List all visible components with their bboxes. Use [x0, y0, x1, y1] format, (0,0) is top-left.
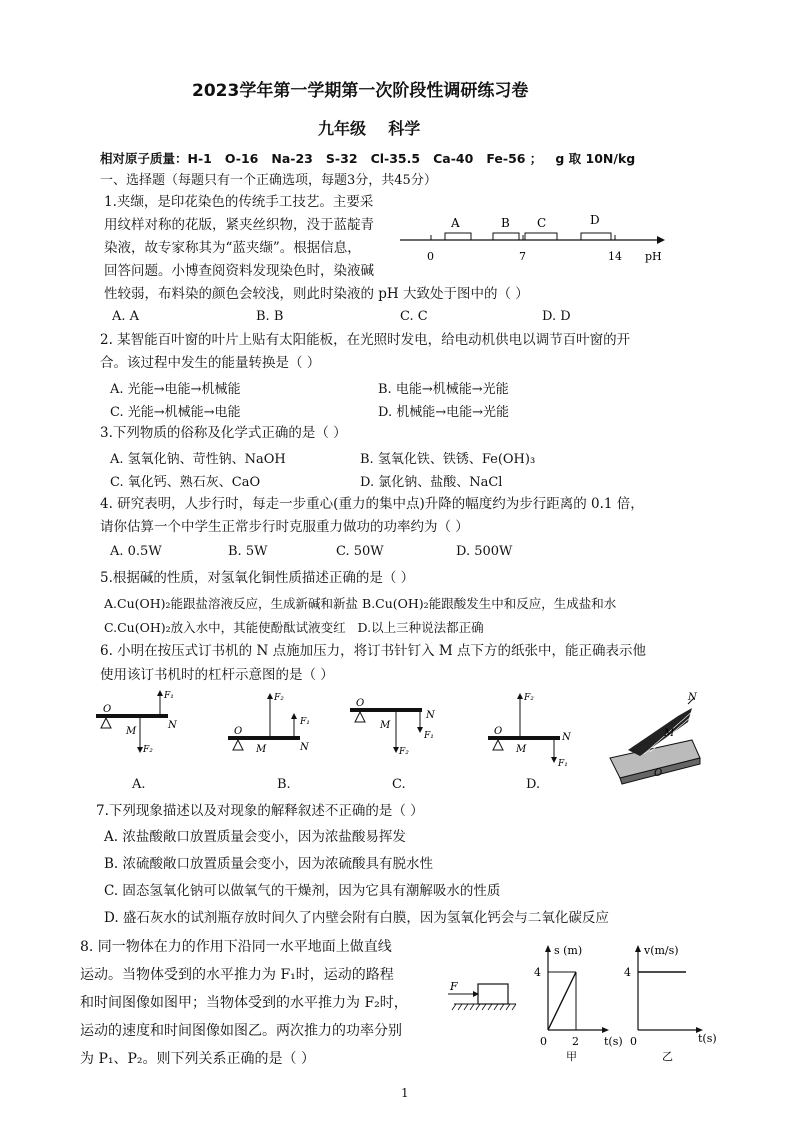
svg-text:N: N [688, 692, 697, 703]
q4-option-b: B. 5W [228, 544, 268, 559]
q2-option-b: B. 电能→机械能→光能 [378, 382, 509, 397]
q4-option-a: A. 0.5W [110, 544, 162, 559]
lever-diagram-d [488, 693, 572, 769]
q1-line-3: 染液，故专家称其为“蓝夹缬”。根据信息， [104, 240, 361, 256]
q3-line: 3.下列物质的俗称及化学式正确的是（ ） [100, 425, 347, 441]
q6-label-c: C. [392, 777, 406, 792]
svg-text:O: O [356, 698, 365, 709]
q7-option-d: D. 盛石灰水的试剂瓶存放时间久了内壁会附有白膜，因为氢氧化钙会与二氧化碳反应 [104, 910, 609, 926]
svg-text:N: N [300, 742, 309, 753]
q3-option-b: B. 氢氧化铁、铁锈、Fe(OH)₃ [360, 452, 536, 467]
svg-text:F₂: F₂ [399, 747, 409, 757]
q1-line-1: 1.夹缬，是印花染色的传统手工技艺。主要采 [104, 194, 374, 210]
q6-label-b: B. [277, 777, 291, 792]
svg-text:O: O [103, 704, 112, 715]
q8-line-3: 和时间图像如图甲；当物体受到的水平推力为 F₂时， [80, 995, 408, 1011]
svg-text:M: M [126, 726, 137, 737]
svg-text:甲: 甲 [566, 1050, 577, 1063]
q1-line-5: 性较弱，布料染的颜色会较浅，则此时染液的 pH 大致处于图中的（ ） [104, 286, 529, 302]
svg-text:0: 0 [630, 1035, 637, 1048]
q8-line-1: 8. 同一物体在力的作用下沿同一水平地面上做直线 [80, 939, 392, 955]
lever-diagram-a [96, 690, 178, 755]
svg-text:M: M [516, 744, 527, 755]
q5-options-ab: A.Cu(OH)₂能跟盐溶液反应，生成新碱和新盐 B.Cu(OH)₂能跟酸发生中和反应，生成盐和水 [104, 596, 617, 611]
ph-label-b: B [501, 216, 510, 230]
q7-line: 7.下列现象描述以及对现象的解释叙述不正确的是（ ） [96, 803, 424, 819]
svg-text:M: M [664, 728, 675, 739]
q3-option-a: A. 氢氧化钠、苛性钠、NaOH [110, 452, 286, 467]
q1-line-2: 用纹样对称的花版，紧夹丝织物，没于蓝靛青 [104, 217, 374, 233]
ph-tick-0: 0 [427, 250, 434, 263]
stapler-illustration [610, 692, 700, 784]
svg-text:t(s): t(s) [698, 1032, 717, 1045]
svg-text:0: 0 [540, 1035, 547, 1048]
atomic-masses: 相对原子质量：H-1 O-16 Na-23 S-32 Cl-35.5 Ca-40 Fe-56 ； g 取 10N/kg [100, 151, 636, 166]
svg-text:N: N [562, 732, 571, 743]
svg-text:4: 4 [624, 966, 631, 979]
q7-option-a: A. 浓盐酸敞口放置质量会变小，因为浓盐酸易挥发 [104, 829, 406, 845]
q2-option-c: C. 光能→机械能→电能 [110, 405, 241, 420]
q7-option-b: B. 浓硫酸敞口放置质量会变小，因为浓硫酸具有脱水性 [104, 856, 434, 872]
q4-option-d: D. 500W [456, 544, 513, 559]
lever-diagram-c [350, 698, 436, 757]
ph-axis-diagram [395, 205, 675, 267]
svg-text:s (m): s (m) [554, 944, 583, 957]
q2-line-1: 2. 某智能百叶窗的叶片上贴有太阳能板，在光照时发电，给电动机供电以调节百叶窗的开 [100, 332, 631, 348]
svg-text:F₂: F₂ [143, 745, 153, 755]
svg-text:F₁: F₁ [424, 731, 434, 741]
q5-options-cd: C.Cu(OH)₂放入水中，其能使酚酞试液变红 D.以上三种说法都正确 [104, 620, 484, 635]
q3-option-d: D. 氯化钠、盐酸、NaCl [360, 475, 503, 490]
q6-label-d: D. [526, 777, 541, 792]
section-heading: 一、选择题（每题只有一个正确选项，每题3分，共45分） [100, 173, 437, 188]
svg-text:O: O [234, 726, 243, 737]
svg-text:F₁: F₁ [164, 691, 174, 701]
svg-text:O: O [494, 726, 503, 737]
page-number: 1 [401, 1086, 409, 1100]
q6-line-2: 使用该订书机时的杠杆示意图的是（ ） [100, 667, 334, 683]
ph-tick-14: 14 [608, 250, 622, 263]
svg-text:M: M [256, 744, 267, 755]
q4-line-1: 4. 研究表明，人步行时，每走一步重心(重力的集中点)升降的幅度约为步行距离的 0.1 倍， [100, 496, 644, 512]
q1-option-b: B. B [256, 309, 284, 324]
svg-text:t(s): t(s) [604, 1035, 623, 1048]
svg-text:F₂: F₂ [524, 693, 534, 703]
page-title: 2023学年第一学期第一次阶段性调研练习卷 [192, 81, 529, 101]
svg-text:乙: 乙 [662, 1050, 673, 1063]
q2-option-a: A. 光能→电能→机械能 [110, 382, 241, 397]
q8-line-5: 为 P₁、P₂。则下列关系正确的是（ ） [80, 1051, 315, 1067]
q4-option-c: C. 50W [336, 544, 384, 559]
q4-line-2: 请你估算一个中学生正常步行时克服重力做功的功率约为（ ） [100, 519, 469, 535]
q1-line-4: 回答问题。小博查阅资料发现染色时，染液碱 [104, 263, 374, 279]
svg-text:M: M [380, 720, 391, 731]
q3-option-c: C. 氧化钙、熟石灰、CaO [110, 475, 261, 490]
page-subtitle: 九年级 科学 [318, 119, 421, 138]
q8-graph-yi [618, 942, 726, 1066]
ph-label-a: A [451, 216, 460, 230]
q1-option-c: C. C [400, 309, 428, 324]
svg-text:2: 2 [572, 1035, 579, 1048]
ph-label-c: C [537, 216, 547, 230]
svg-text:N: N [426, 710, 435, 721]
q5-line: 5.根据碱的性质，对氢氧化铜性质描述正确的是（ ） [100, 570, 415, 586]
svg-text:F₂: F₂ [274, 693, 284, 703]
svg-text:O: O [654, 768, 663, 779]
q2-option-d: D. 机械能→电能→光能 [378, 405, 510, 420]
svg-text:F₁: F₁ [558, 759, 568, 769]
svg-text:F: F [450, 980, 458, 993]
ph-tick-7: 7 [519, 250, 526, 263]
q8-line-2: 运动。当物体受到的水平推力为 F₁时，运动的路程 [80, 967, 394, 983]
lever-diagram-b [228, 693, 310, 755]
svg-text:4: 4 [534, 966, 541, 979]
s-t-line [548, 972, 576, 1030]
q6-label-a: A. [132, 777, 146, 792]
svg-text:v(m/s): v(m/s) [644, 944, 679, 957]
svg-text:F₁: F₁ [300, 717, 310, 727]
ph-label-d: D [590, 213, 600, 227]
q8-block-diagram [444, 978, 518, 1020]
q1-option-a: A. A [112, 309, 140, 324]
svg-text:N: N [168, 720, 177, 731]
q2-line-2: 合。该过程中发生的能量转换是（ ） [100, 355, 321, 371]
ph-unit: pH [645, 250, 662, 263]
q7-option-c: C. 固态氢氧化钠可以做氧气的干燥剂，因为它具有潮解吸水的性质 [104, 883, 501, 899]
q6-line-1: 6. 小明在按压式订书机的 N 点施加压力，将订书针钉入 M 点下方的纸张中，能正确表示他 [100, 643, 646, 659]
q8-line-4: 运动的速度和时间图像如图乙。两次推力的功率分别 [80, 1023, 402, 1039]
q1-option-d: D. D [542, 309, 571, 324]
